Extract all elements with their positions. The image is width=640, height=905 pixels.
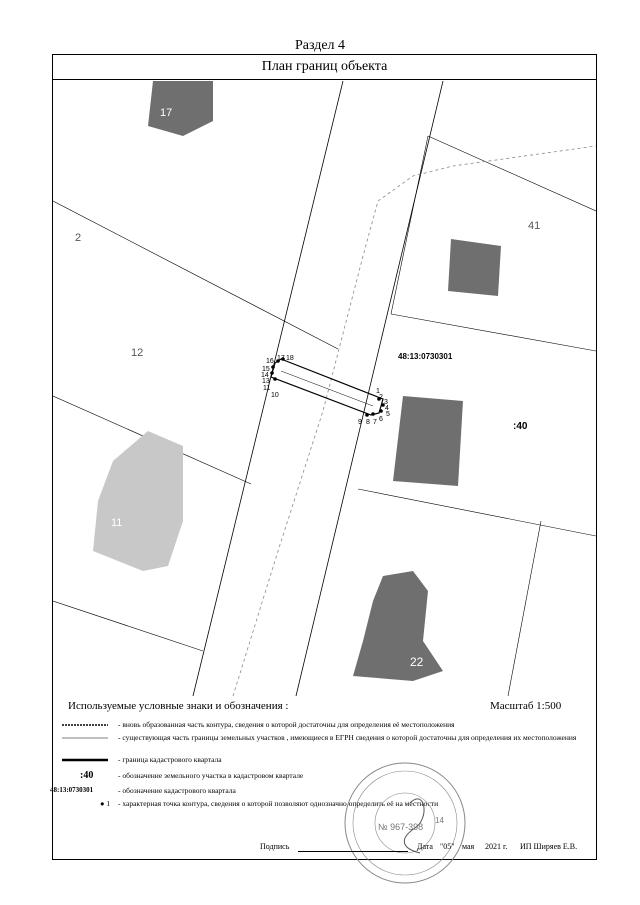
- parcel-label-22: 22: [410, 655, 424, 669]
- parcel-line-left-3: [53, 601, 203, 651]
- building-17: [148, 81, 213, 136]
- building-11: [93, 431, 183, 571]
- parcel-label-12: 12: [131, 347, 144, 359]
- point-label: 14: [261, 372, 269, 379]
- point-label: 4: [385, 405, 389, 412]
- date-prefix: Дата: [417, 842, 433, 851]
- legend-existing-boundary-symbol: [60, 733, 110, 742]
- building-41: [448, 239, 501, 296]
- scale: Масштаб 1:500: [490, 700, 562, 712]
- parcel-line-right-1: [428, 136, 596, 211]
- date-year: 2021 г.: [485, 842, 508, 851]
- building-40: [393, 396, 463, 486]
- point-label: 16: [266, 358, 274, 365]
- quarter-number: 48:13:0730301: [398, 352, 453, 361]
- point-label: 17: [277, 355, 285, 362]
- parcel-40-marker: :40: [513, 421, 528, 432]
- new-contour: [271, 359, 383, 415]
- legend-new-contour-symbol: [60, 720, 110, 729]
- point-label: 15: [262, 366, 270, 373]
- parcel-label-41: 41: [528, 220, 541, 232]
- date-day: "05": [440, 842, 455, 851]
- left-edge-number: 2: [75, 232, 82, 244]
- legend-point-number: 1: [106, 799, 111, 808]
- stamp-number: № 967-398: [378, 822, 424, 832]
- parcel-label-17: 17: [160, 107, 173, 119]
- legend-text: - обозначение кадастрового квартала: [118, 786, 236, 795]
- point-label: 11: [263, 385, 271, 392]
- legend-text: - характерная точка контура, сведения о которой позволяют однозначно определить её на местности: [118, 799, 439, 808]
- point-label: 3: [384, 399, 388, 406]
- point-label: 9: [358, 419, 362, 426]
- parcel-line-right-5: [508, 521, 541, 696]
- legend-text: - граница кадастрового квартала: [118, 755, 222, 764]
- point-label: 10: [271, 392, 279, 399]
- signature-label: Подпись: [260, 842, 290, 851]
- building-22: [353, 571, 443, 681]
- parcel-line-right-2: [391, 314, 596, 351]
- new-contour-inner: [281, 371, 373, 406]
- plan-title: План границ объекта: [52, 54, 597, 80]
- legend-quarter-boundary-symbol: [60, 755, 110, 764]
- point-label: 7: [373, 419, 377, 426]
- legend-parcel-symbol: :40: [80, 770, 94, 781]
- parcel-line-right-4: [391, 136, 428, 314]
- stamp-suffix: 14: [435, 816, 444, 825]
- parcel-line-left-1: [53, 201, 338, 349]
- seal-stamp: [340, 758, 470, 888]
- point-label: 1: [376, 388, 380, 395]
- point-label: 6: [379, 416, 383, 423]
- point-label: 5: [386, 411, 390, 418]
- legend-title: Используемые условные знаки и обозначения :: [68, 700, 289, 712]
- point-label: 13: [262, 378, 270, 385]
- boundary-map: [53, 81, 596, 696]
- parcel-line-right-3: [358, 489, 596, 536]
- signature-line: [298, 851, 408, 852]
- point-label: 2: [379, 394, 383, 401]
- section-title: Раздел 4: [294, 38, 346, 53]
- legend-text: - обозначение земельного участка в кадастровом квартале: [118, 771, 304, 780]
- legend-point-symbol: ● 1: [100, 799, 111, 808]
- point-label: 18: [286, 355, 294, 362]
- point-label: 8: [366, 419, 370, 426]
- legend-quarter-symbol: 48:13:0730301: [50, 786, 94, 794]
- legend-text: - существующая часть границы земельных участков , имеющиеся в ЕГРН сведения о которой достаточны для определения их местоположения: [118, 733, 577, 742]
- date-month: мая: [462, 842, 475, 851]
- parcel-label-11: 11: [111, 517, 123, 529]
- legend-text: - вновь образованная часть контура, сведения о которой достаточны для определения её местоположения: [118, 720, 455, 729]
- signer-name: ИП Ширяев Е.В.: [520, 842, 578, 851]
